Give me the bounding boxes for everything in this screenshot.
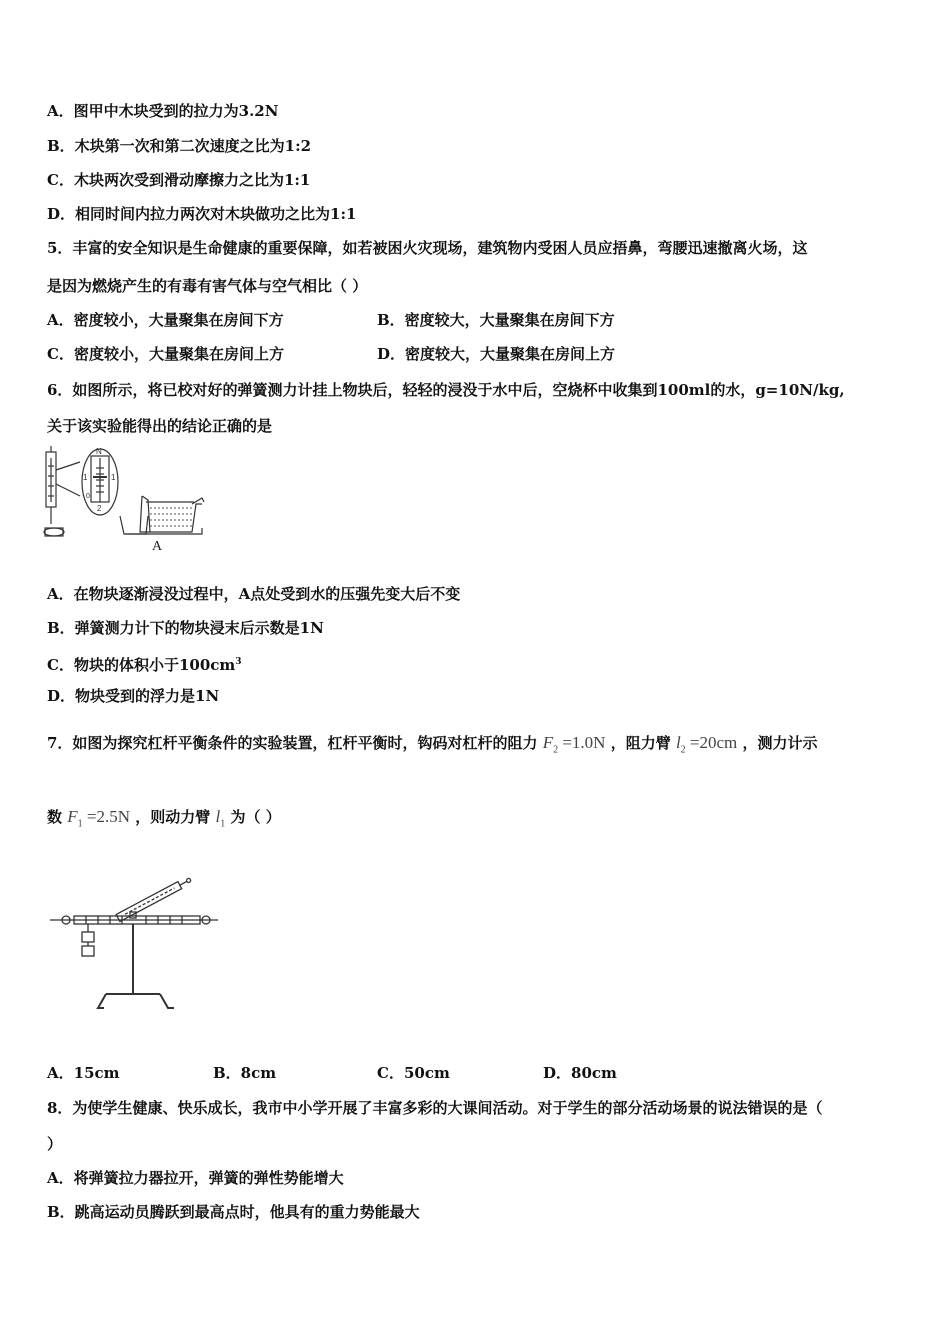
q7-f1-symbol: F xyxy=(67,807,78,826)
q6-gauge-bottom: 2 xyxy=(97,504,102,513)
q4-option-a: A．图甲中木块受到的拉力为3.2N xyxy=(47,102,279,120)
q7-option-c: C．50cm xyxy=(377,1064,450,1082)
q5-stem-line2: 是因为燃烧产生的有毒有害气体与空气相比（ ） xyxy=(47,277,368,295)
q7-l2-sub: 2 xyxy=(680,744,686,756)
q7-text-6: 为（ ） xyxy=(230,808,281,826)
q7-stem-line1 xyxy=(47,730,818,763)
q7-text-3: ，测力计示 xyxy=(742,734,818,752)
q7-math-f1 xyxy=(67,807,131,830)
q7-math-f2 xyxy=(542,733,606,756)
q7-text-2: ，阻力臂 xyxy=(610,734,671,752)
q7-l1-symbol: l xyxy=(215,807,221,826)
q6-stem-line1: 6．如图所示，将已校对好的弹簧测力计挂上物块后，轻轻的浸没于水中后，空烧杯中收集到100ml的水，g=10N/kg, xyxy=(47,381,845,399)
q4-option-c: C．木块两次受到滑动摩擦力之比为1:1 xyxy=(47,171,311,189)
q7-f1-sub: 1 xyxy=(77,818,83,830)
q8-stem-line1: 8．为使学生健康、快乐成长，我市中小学开展了丰富多彩的大课间活动。对于学生的部分活动场景的说法错误的是（ xyxy=(47,1099,823,1117)
q6-option-d: D．物块受到的浮力是1N xyxy=(47,687,220,705)
q7-math-l1 xyxy=(215,807,226,830)
q7-l2-symbol: l xyxy=(675,733,681,752)
q7-option-d: D．80cm xyxy=(543,1064,617,1082)
q6-stem-line2: 关于该实验能得出的结论正确的是 xyxy=(47,417,273,435)
q6-option-c-sup: 3 xyxy=(235,657,242,667)
q8-option-b: B．跳高运动员腾跃到最高点时，他具有的重力势能最大 xyxy=(47,1203,420,1221)
q7-option-a: A．15cm xyxy=(47,1064,120,1082)
q7-f2-symbol: F xyxy=(542,733,554,752)
q7-l1-sub: 1 xyxy=(220,818,226,830)
q8-option-a: A．将弹簧拉力器拉开，弹簧的弹性势能增大 xyxy=(47,1169,344,1187)
q6-gauge-left: 1 xyxy=(83,473,88,482)
q6-figure xyxy=(42,444,212,556)
q4-option-b: B．木块第一次和第二次速度之比为1:2 xyxy=(47,137,312,155)
q7-f1-value: =2.5N xyxy=(86,807,131,826)
q6-option-a: A．在物块逐渐浸没过程中，A点处受到水的压强先变大后不变 xyxy=(47,585,461,603)
q6-gauge-mid: 0 xyxy=(86,493,90,500)
q4-option-d: D．相同时间内拉力两次对木块做功之比为1:1 xyxy=(47,205,357,223)
q7-text-5: ，则动力臂 xyxy=(135,808,211,826)
q5-option-b: B．密度较大，大量聚集在房间下方 xyxy=(377,311,615,329)
q6-point-a-label: A xyxy=(152,539,163,554)
q7-text-1: 7．如图为探究杠杆平衡条件的实验装置，杠杆平衡时，钩码对杠杆的阻力 xyxy=(47,734,538,752)
q7-math-l2 xyxy=(675,733,738,756)
q7-f2-value: =1.0N xyxy=(562,733,606,752)
q5-option-a: A．密度较小，大量聚集在房间下方 xyxy=(47,311,284,329)
q7-option-b: B．8cm xyxy=(213,1064,277,1082)
q7-lever-figure xyxy=(46,868,226,1018)
q6-option-c-text: C．物块的体积小于100cm xyxy=(47,656,236,674)
q7-f2-sub: 2 xyxy=(553,744,559,756)
q6-gauge-right: 1 xyxy=(111,473,116,482)
q6-gauge-top: N xyxy=(96,447,102,456)
q5-stem-line1: 5．丰富的安全知识是生命健康的重要保障，如若被困火灾现场，建筑物内受困人员应捂鼻，弯腰迅速撤离火场，这 xyxy=(47,239,808,257)
q7-text-4: 数 xyxy=(47,808,63,826)
q8-stem-line2: ） xyxy=(47,1135,63,1153)
q6-option-b: B．弹簧测力计下的物块浸末后示数是1N xyxy=(47,619,324,637)
q7-stem-line2 xyxy=(47,804,281,837)
q7-l2-value: =20cm xyxy=(689,733,738,752)
q6-option-c xyxy=(47,652,242,675)
q5-option-c: C．密度较小，大量聚集在房间上方 xyxy=(47,345,284,363)
q5-option-d: D．密度较大，大量聚集在房间上方 xyxy=(377,345,616,363)
